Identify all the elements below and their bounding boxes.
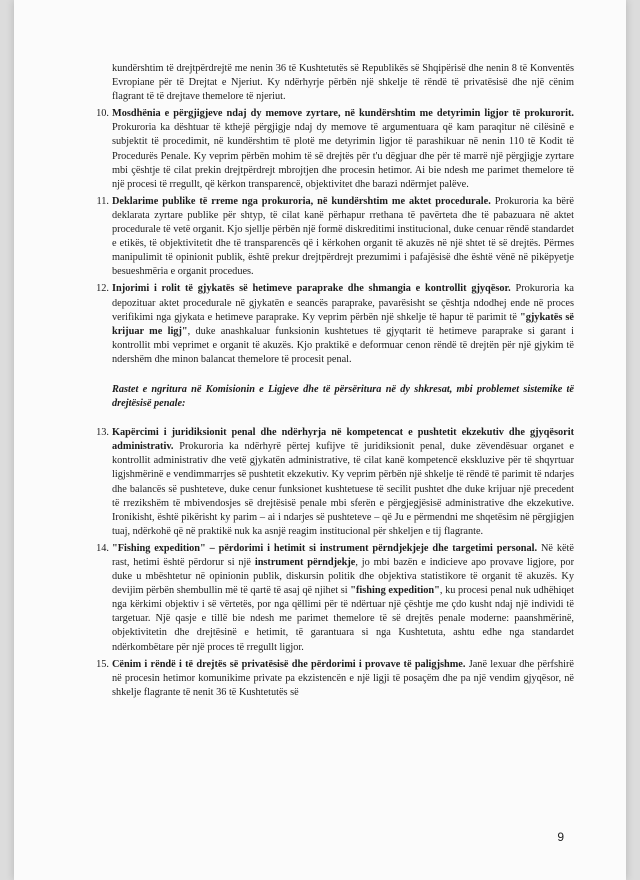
item-bold-phrase: instrument përndjekje bbox=[254, 557, 356, 568]
item-heading: "Fishing expedition" bbox=[112, 542, 206, 554]
item-bold-phrase: "gjykatës së krijuar me ligj" bbox=[112, 311, 574, 337]
list-item-13 bbox=[86, 426, 574, 539]
item-text: Prokuroria ka bërë deklarata zyrtare publike për shtyp, të cilat kanë përhapur rrethana të pavërteta dhe të pabazuara në aktet procedurale të vetë organit. Kjo sjellje përbën një formë diskreditimi institucional, duke cenuar rëndë standardet e etikës, të objektivitetit dhe të transparencës që i kërkohen organit të akuzës në një shtet të së drejtës. Përmes manipulimit të opinionit publik, është prekur drejtpërdrejt prezumimi i pafajësisë dhe është vënë në pikëpyetje besueshmëria e organit procedues. bbox=[112, 195, 574, 278]
item-text: Prokuroria ka ndërhyrë përtej kufijve të juridiksionit penal, duke zëvendësuar organet e kontrollit administrativ dhe vetë gjykatën administrative, të cilat kanë kompetencë ekskluzive për të shqyrtuar ligjshmërinë e vendimmarrjes së pushtetit ekzekutiv. Ky veprim përbën një shkelje të rëndë të parimit të ndarjes dhe balancës së pushteteve, duke cenur funksionet kushtetuese të secilit pushtet dhe duke krijuar një precedent të rrezikshëm të mbivendosjes së drejtësisë penale mbi sferën e përgjegjësisë administrative dhe ekzekutive. Ironikisht, është pikërisht ky parim – ai i ndarjes së pushteteve – që Ju e përmendni me shqetësim në përgjigjen tuaj, ndërkohë që në praktikë nuk ka asnjë reagim institucional për shkeljen e tij flagrante. bbox=[112, 441, 574, 537]
page-number: 9 bbox=[557, 830, 564, 844]
item-text: Prokuroria ka dështuar të kthejë përgjigje ndaj dy memove të argumentuara që kam paraqitur në cilësinë e subjektit të procedimit, në kundërshtim të plotë me detyrimin ligjor të parashikuar në nenin 110 të Kodit të Procedurës Penale. Ky veprim përbën mohim të së drejtës për t'u dëgjuar dhe për të marrë një përgjigje zyrtare mbi çështje të cilat prekin drejtpërdrejt mbrojtjen dhe procesin hetimor. Ai bie ndesh me parimet themelore të një procesi të rregullt, që kërkon transparencë, objektivitet dhe barazi ndërmjet palëve. bbox=[112, 122, 574, 190]
document-body bbox=[86, 62, 574, 700]
item-heading: Injorimi i rolit të gjykatës së hetimeve paraprake dhe shmangia e kontrollit gjyqësor. bbox=[112, 283, 511, 295]
item-heading: Deklarime publike të rreme nga prokuroria, në kundërshtim me aktet procedurale. bbox=[112, 195, 491, 207]
item-heading: Cënim i rëndë i të drejtës së privatësisë dhe përdorimi i provave të paligjshme. bbox=[112, 658, 466, 670]
item-number: 11. bbox=[96, 195, 109, 207]
item-heading-rest: – përdorimi i hetimit si instrument përndjekjeje dhe targetimi personal. bbox=[205, 542, 538, 554]
item-number: 10. bbox=[96, 108, 109, 120]
item-text: , duke anashkaluar funksionin kushtetues të gjyqtarit të hetimeve paraprake si garant i kontrollit mbi veprimet e organit të akuzës. Kjo praktikë e deformuar cenon rëndë të drejtën për një gjykim të ndershëm dhe minon balancat themelore të procesit penal. bbox=[112, 325, 574, 365]
document-page bbox=[14, 0, 626, 880]
list-item-10 bbox=[86, 107, 574, 192]
list-item-15 bbox=[86, 658, 574, 700]
item-number: 15. bbox=[96, 658, 109, 670]
intro-paragraph: kundërshtim të drejtpërdrejtë me nenin 36 të Kushtetutës së Republikës së Shqipërisë dhe nenin 8 të Konventës Evropiane për të Drejtat e Njeriut. Ky ndërhyrje përbën një shkelje të rëndë të privatësisë dhe një cënim flagrant të të drejtave themelore të njeriut. bbox=[112, 63, 574, 103]
item-text: , ku procesi penal nuk udhëhiqet nga kërkimi objektiv i së vërtetës, por nga qëllimi për të ndërtuar një çështje me çdo kusht ndaj një individi të targetuar. Një qasje e tillë bie ndesh me parimet themelore të së drejtës penale moderne: paanshmërinë, objektivitetin dhe drejtësinë e hetimit, të garantuara si nga Kushtetuta, ashtu edhe nga standardet ndërkombëtare për një proces të rregullt ligjor. bbox=[112, 585, 574, 653]
item-number: 13. bbox=[96, 427, 109, 439]
list-item-11 bbox=[86, 195, 574, 280]
item-heading: Mosdhënia e përgjigjeve ndaj dy memove zyrtare, në kundërshtim me detyrimin ligjor të prokurorit. bbox=[112, 108, 574, 120]
item-bold-phrase: "fishing expedition" bbox=[350, 585, 440, 597]
item-text: Janë lexuar dhe përfshirë në procesin hetimor komunikime private pa ekzistencën e një ligji të posaçëm dhe pa një vendim gjyqësor, në shkelje flagrante të nenit 36 të Kushtetutës së bbox=[112, 658, 574, 698]
item-number: 14. bbox=[96, 542, 109, 554]
item-number: 12. bbox=[96, 283, 109, 295]
item-text: Në këtë rast, hetimi është përdorur si një bbox=[112, 542, 574, 568]
list-item-12 bbox=[86, 282, 574, 367]
item-heading: Kapërcimi i juridiksionit penal dhe ndërhyrja në kompetencat e pushtetit ekzekutiv dhe gjyqësorit administrativ. bbox=[112, 427, 574, 453]
section-note: Rastet e ngritura në Komisionin e Ligjeve dhe të përsëritura në dy shkresat, mbi problemet sistemike të drejtësisë penale: bbox=[112, 383, 574, 410]
item-text: Prokuroria ka depozituar aktet procedurale në gjykatën e seancës paraprake, pavarësisht se çështja ndodhej ende në proces verifikimi nga gjykata e hetimeve paraprake. Ky veprim përbën një shkelje të hapur të parimit të bbox=[112, 283, 574, 323]
list-item-14 bbox=[86, 542, 574, 655]
item-text: , jo mbi bazën e indicieve apo provave ligjore, por duke u mbështetur në opinionin publik, diskursin politik dhe objektiva statistikore të organit të akuzës. Ky devijim përbën shembullin më të qartë të asaj që njihet si bbox=[112, 557, 574, 597]
